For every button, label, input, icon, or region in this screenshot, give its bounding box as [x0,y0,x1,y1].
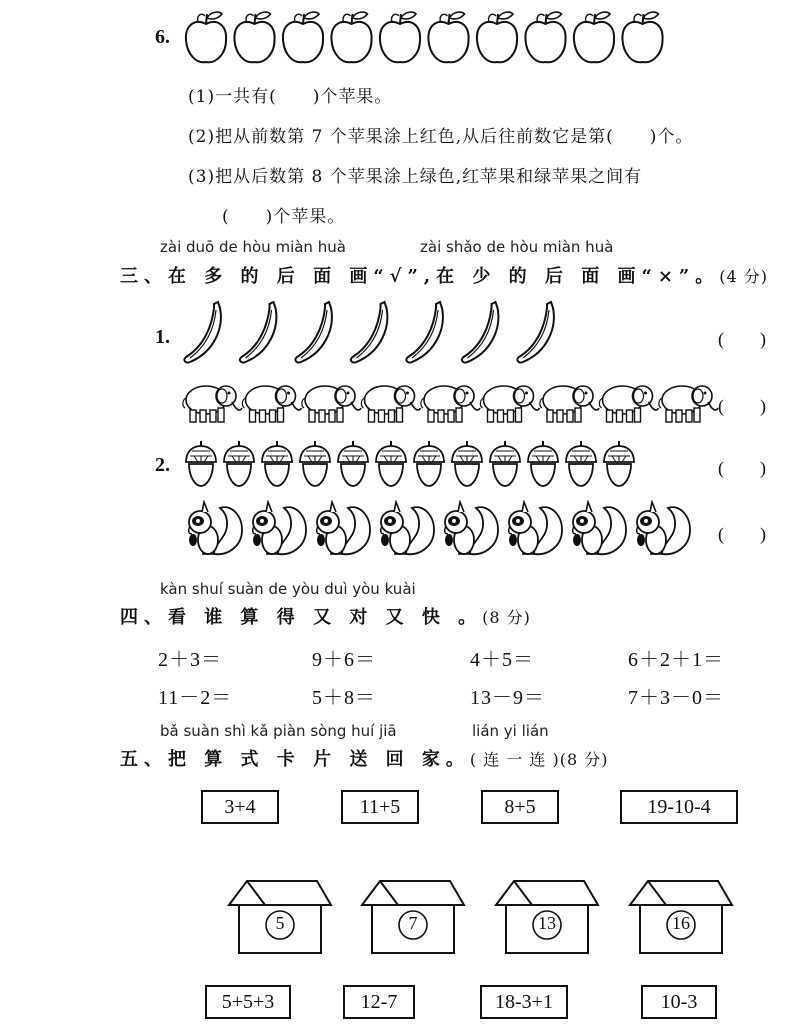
banana-icon [295,302,332,363]
elephant-icon [242,386,301,422]
bottom-card-3[interactable]: 18-3+1 [480,985,568,1019]
apple-icon [331,12,371,62]
calc-2-1: 11－2＝ [158,687,233,709]
section5-title-text: 五、把 算 式 卡 片 送 回 家。 [120,749,470,770]
section3-q2-number: 2. [155,454,170,476]
squirrel-icon [317,502,370,554]
section5-title [120,745,608,771]
house-2[interactable] [358,875,468,961]
banana-icon [351,302,388,363]
squirrel-icon [253,502,306,554]
acorn-icon [376,441,406,486]
answer-paren-acorns[interactable]: ( ) [718,458,766,478]
squirrel-icon [573,502,626,554]
banana-icon [240,302,277,363]
banana-icon [406,302,443,363]
calc-1-2: 9＋6＝ [312,649,376,671]
top-card-1[interactable]: 3+4 [201,790,279,824]
elephant-icon [183,386,242,422]
apple-icon [525,12,565,62]
top-card-4[interactable]: 19-10-4 [620,790,738,824]
question-6-number: 6. [155,26,170,48]
section5-sub: ( 连 一 连 ) [469,750,560,769]
bottom-card-2[interactable]: 12-7 [343,985,415,1019]
apple-icon [477,12,517,62]
calc-2-2: 5＋8＝ [312,687,376,709]
acorn-icon [262,441,292,486]
acorn-row [184,440,644,488]
apple-icon [234,12,274,62]
q6-line-2: (2)把从前数第 7 个苹果涂上红色,从后往前数它是第( )个。 [188,127,694,147]
house-number: 16 [672,913,690,933]
acorn-icon [528,441,558,486]
section3-pinyin-right: zài shǎo de hòu miàn huà [420,238,614,256]
section3-title-text: 三、在 多 的 后 面 画“√”,在 少 的 后 面 画“×”。 [120,266,720,287]
section3-score: (4 分) [719,267,769,286]
section5-score: (8 分) [559,750,609,769]
house-number: 13 [538,913,556,933]
banana-icon [462,302,499,363]
answer-paren-squirrels[interactable]: ( ) [718,524,766,544]
house-1[interactable] [225,875,335,961]
section5-pinyin-left: bǎ suàn shì kǎ piàn sòng huí jiā [160,722,397,740]
squirrel-icon [637,502,690,554]
acorn-icon [452,441,482,486]
house-number: 5 [275,913,285,933]
top-card-3[interactable]: 8+5 [481,790,559,824]
acorn-icon [490,441,520,486]
bottom-card-4[interactable]: 10-3 [641,985,717,1019]
top-card-2[interactable]: 11+5 [341,790,419,824]
squirrel-icon [381,502,434,554]
apple-icon [428,12,468,62]
house-3[interactable] [492,875,602,961]
q6-line-3: (3)把从后数第 8 个苹果涂上绿色,红苹果和绿苹果之间有 [188,167,643,187]
apple-icon [574,12,614,62]
answer-paren-elephants[interactable]: ( ) [718,396,766,416]
calc-2-4: 7＋3－0＝ [628,687,724,709]
banana-icon [184,302,221,363]
elephant-icon [599,386,658,422]
acorn-icon [186,441,216,486]
elephant-icon [540,386,599,422]
acorn-icon [414,441,444,486]
acorn-icon [300,441,330,486]
acorn-icon [566,441,596,486]
squirrel-icon [189,502,242,554]
bottom-card-1[interactable]: 5+5+3 [205,985,291,1019]
acorn-icon [604,441,634,486]
section5-pinyin-right: lián yi lián [472,722,549,740]
section3-pinyin-left: zài duō de hòu miàn huà [160,238,346,256]
squirrel-icon [509,502,562,554]
house-4[interactable] [626,875,736,961]
elephant-row [182,378,722,426]
acorn-icon [338,441,368,486]
calc-1-3: 4＋5＝ [470,649,534,671]
elephant-icon [659,386,718,422]
elephant-icon [480,386,539,422]
calc-1-4: 6＋2＋1＝ [628,649,724,671]
apple-icon [186,12,226,62]
apple-icon [622,12,662,62]
calc-1-1: 2＋3＝ [158,649,222,671]
apple-icon [283,12,323,62]
apple-icon [380,12,420,62]
elephant-icon [421,386,480,422]
banana-icon [517,302,554,363]
elephant-icon [302,386,361,422]
squirrel-row [184,500,704,562]
answer-paren-bananas[interactable]: ( ) [718,329,766,349]
squirrel-icon [445,502,498,554]
section4-pinyin: kàn shuí suàn de yòu duì yòu kuài [160,580,416,598]
banana-row [180,300,560,366]
section3-q1-number: 1. [155,326,170,348]
house-number: 7 [408,913,418,933]
elephant-icon [361,386,420,422]
section4-score: (8 分) [482,608,531,627]
apple-row [184,10,674,66]
q6-line-1: (1)一共有( )个苹果。 [188,87,393,107]
section4-title [120,603,531,629]
section4-title-text: 四、看 谁 算 得 又 对 又 快 。 [120,607,483,628]
calc-2-3: 13－9＝ [470,687,545,709]
section3-title [120,262,768,288]
q6-line-4: ( )个苹果。 [222,207,346,227]
acorn-icon [224,441,254,486]
